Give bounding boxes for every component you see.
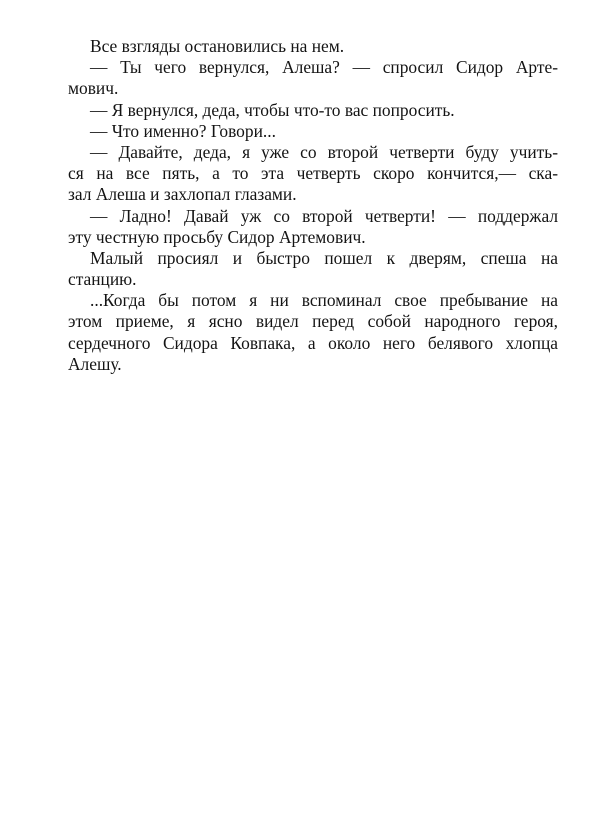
- text-line: зал Алеша и захлопал глазами.: [68, 184, 297, 205]
- text-body: [68, 36, 558, 375]
- text-line: — Ладно! Давай уж со второй четверти! — поддержал: [90, 205, 558, 226]
- text-line: — Что именно? Говори...: [90, 120, 276, 141]
- text-line: сердечного Сидора Ковпака, а около него белявого хлопца: [68, 332, 558, 353]
- text-line: — Ты чего вернулся, Алеша? — спросил Сидор Арте-: [90, 57, 558, 78]
- text-line: мович.: [68, 78, 119, 99]
- text-line: Алешу.: [68, 353, 122, 374]
- text-line: станцию.: [68, 269, 137, 290]
- text-line: ся на все пять, а то эта четверть скоро кончится,— ска-: [68, 163, 558, 184]
- text-line: эту честную просьбу Сидор Артемович.: [68, 226, 366, 247]
- text-line: — Давайте, деда, я уже со второй четверти буду учить-: [90, 141, 558, 162]
- text-line: ...Когда бы потом я ни вспоминал свое пребывание на: [90, 290, 558, 311]
- text-line: Малый просиял и быстро пошел к дверям, спеша на: [90, 247, 558, 268]
- text-line: этом приеме, я ясно видел перед собой народного героя,: [68, 311, 558, 332]
- text-line: Все взгляды остановились на нем.: [90, 36, 345, 56]
- text-line: — Я вернулся, деда, чтобы что-то вас попросить.: [90, 99, 455, 120]
